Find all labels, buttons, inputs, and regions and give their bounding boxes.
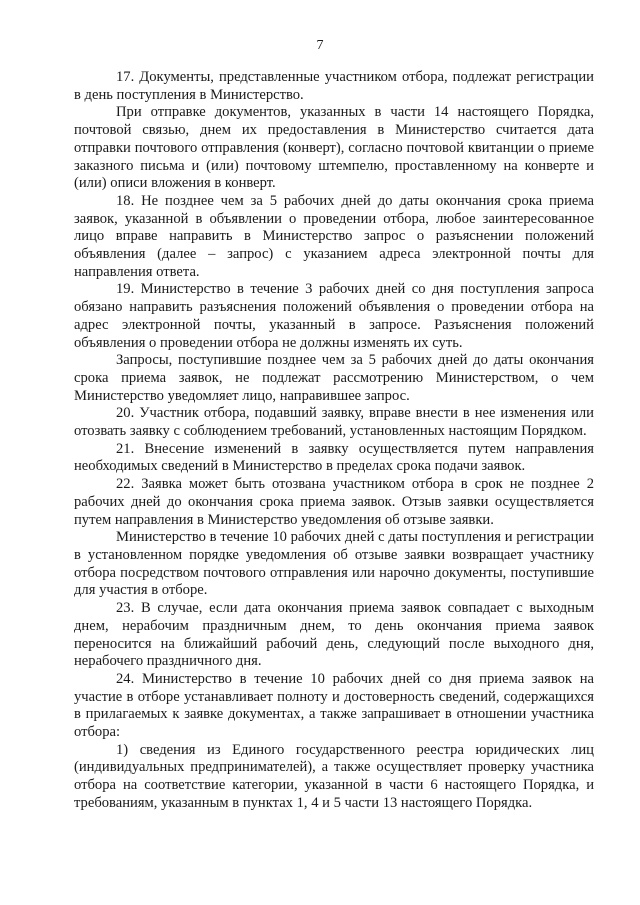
paragraph-24-item-1: 1) сведения из Единого государственного реестра юридических лиц (индивидуальных предпринимателей), а также осуществляет проверку участника отбора на соответствие категории, указанной в части 6 настоящего Порядка, и требованиям, указанным в пунктах 1, 4 и 5 части 13 настоящего Порядка. xyxy=(74,741,594,811)
page-number: 7 xyxy=(316,38,324,53)
paragraph-17: 17. Документы, представленные участником отбора, подлежат регистрации в день поступления в Министерство. xyxy=(74,69,594,103)
paragraph-21: 21. Внесение изменений в заявку осуществляется путем направления необходимых сведений в Министерство в пределах срока подачи заявок. xyxy=(74,440,594,475)
paragraph-23: 23. В случае, если дата окончания приема заявок совпадает с выходным днем, нерабочим праздничным днем, то день окончания приема заявок переносится на ближайший рабочий день, следующий после выходного дня, нерабочего праздничного дня. xyxy=(74,600,594,670)
paragraph-late-requests: Запросы, поступившие позднее чем за 5 рабочих дней до даты окончания срока приема заявок, не подлежат рассмотрению Министерством, о чем Министерство уведомляет лицо, направившее запрос. xyxy=(74,352,594,404)
paragraph-24: 24. Министерство в течение 10 рабочих дней со дня приема заявок на участие в отборе устанавливает полноту и достоверность сведений, содержащихся в прилагаемых к заявке документах, а также запрашивает в отношении участника отбора: xyxy=(74,670,594,741)
paragraph-22: 22. Заявка может быть отозвана участником отбора в срок не позднее 2 рабочих дней до окончания срока приема заявок. Отзыв заявки осуществляется путем направления в Министерство уведомления об отзыве заявки. xyxy=(74,476,594,528)
document-body xyxy=(74,69,594,813)
paragraph-return-documents: Министерство в течение 10 рабочих дней с даты поступления и регистрации в установленном порядке уведомления об отзыве заявки возвращает участнику отбора посредством почтового отправления или нарочно документы, поступившие для участия в отборе. xyxy=(74,529,594,599)
paragraph-18: 18. Не позднее чем за 5 рабочих дней до даты окончания срока приема заявок, указанной в объявлении о проведении отбора, любое заинтересованное лицо вправе направить в Министерство запрос о разъяснении положений объявления (далее – запрос) с указанием адреса электронной почты для направления ответа. xyxy=(74,192,594,280)
paragraph-postal-submission: При отправке документов, указанных в части 14 настоящего Порядка, почтовой связью, днем их предоставления в Министерство считается дата отправки почтового отправления (конверт), согласно почтовой квитанции о приеме заказного письма и (или) почтовому штемпелю, проставленному на конверте и (или) описи вложения в конверт. xyxy=(74,104,594,192)
paragraph-19: 19. Министерство в течение 3 рабочих дней со дня поступления запроса обязано направить разъяснения положений объявления о проведении отбора на адрес электронной почты, указанный в запросе. Разъяснения положений объявления о проведении отбора не должны изменять их суть. xyxy=(74,281,594,351)
paragraph-20: 20. Участник отбора, подавший заявку, вправе внести в нее изменения или отозвать заявку с соблюдением требований, установленных настоящим Порядком. xyxy=(74,405,594,440)
